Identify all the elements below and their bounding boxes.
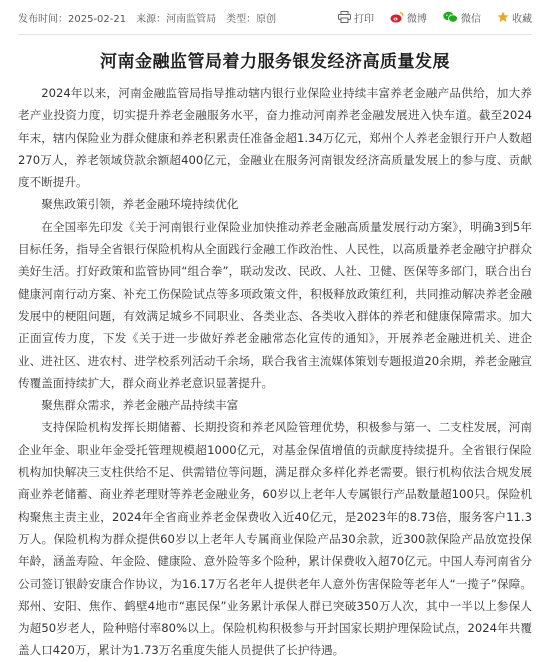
print-label: 打印 — [354, 13, 374, 25]
article-title: 河南金融监管局着力服务银发经济高质量发展 — [100, 52, 450, 72]
article-category — [226, 10, 276, 25]
article-meta — [18, 10, 276, 25]
wechat-share-button[interactable] — [443, 10, 481, 25]
publish-date-label: 发布时间： — [18, 13, 68, 25]
publish-date — [18, 10, 126, 25]
print-button[interactable] — [338, 10, 374, 25]
star-icon — [497, 11, 509, 23]
article-meta-bar — [18, 0, 532, 35]
weibo-label: 微博 — [407, 13, 427, 25]
source-value: 河南监管局 — [166, 13, 217, 25]
article-paragraph: 支持保险机构发挥长期储蓄、长期投资和养老风险管理优势，积极参与第一、二支柱发展，河南企业年金、职业年金受托管理规模超1000亿元，对基金保值增值的贡献度持续提升。全省银行保险机构加快解决三支柱供给不足、供需错位等问题，满足群众多样化养老需要。银行机构依法合规发展商业养老储蓄、商业养老理财等养老金融业务，60岁以上老年人专属银行产品数量超100只。保险机构聚焦主责主业，2024年全省商业养老金保费收入近40亿元，是2023年的8.73倍，服务客户11.3万人。保险机构为群众提供60岁以上老年人专属商业保险产品30余款，近300款保险产品放宽投保年龄，涵盖寿险、年金险、健康险、意外险等多个险种，累计保费收入超70亿元。中国人寿河南省分公司签订银龄安康合作协议，为16.17万名老年人提供老年人意外伤害保险等老年人“一揽子”保障。郑州、安阳、焦作、鹤壁4地市“惠民保”业务累计承保人群已突破350万人次，其中一半以上参保人为超50岁老人，险种赔付率80%以上。保险机构积极参与开封国家长期护理保险试点，2024年共覆盖人口420万，累计为1.73万名重度失能人员提供了长护待遇。 — [18, 420, 532, 658]
source-label: 来源： — [136, 13, 167, 25]
share-toolbar — [338, 10, 532, 25]
section-heading: 聚焦政策引领，养老金融环境持续优化 — [41, 197, 239, 212]
category-value: 原创 — [256, 13, 277, 25]
article-paragraph: 2024年以来，河南金融监管局指导推动辖内银行业保险业持续丰富养老金融产品供给，加大养老产业投资力度，切实提升养老金融服务水平，奋力推动河南养老金融发展进入快车道。截至2024年末，辖内保险业为群众健康和养老积累责任准备金超1.34万亿元，郑州个人养老金银行开户人数超270万人，养老领域贷款余额超400亿元，金融业在服务河南银发经济高质量发展上的参与度、贡献度不断提升。 — [18, 86, 532, 190]
article-body — [18, 82, 532, 662]
section-heading: 聚焦群众需求，养老金融产品持续丰富 — [41, 398, 239, 413]
article-paragraph: 在全国率先印发《关于河南银行业保险业加快推动养老金融高质量发展行动方案》，明确3到5年目标任务，指导全省银行保险机构从全面践行金融工作政治性、人民性，以高质量养老金融守护群众美好生活。打好政策和监管协同“组合拳”，联动发改、民政、人社、卫健、医保等多部门，联合出台健康河南行动方案、补充工伤保险试点等多项政策文件，积极释放政策红利，共同推动解决养老金融发展中的梗阻问题，有效满足城乡不同职业、各类业态、各类收入群体的养老和健康保障需求。加大正面宣传力度，下发《关于进一步做好养老金融常态化宣传的通知》，开展养老金融进机关、进企业、进社区、进农村、进学校系列活动千余场，联合我省主流媒体策划专题报道20余期，养老金融宣传覆盖面持续扩大，群众商业养老意识显著提升。 — [18, 219, 532, 390]
favorite-button[interactable] — [497, 10, 532, 25]
wechat-label: 微信 — [461, 13, 481, 25]
article-source — [136, 10, 216, 25]
publish-date-value: 2025-02-21 — [68, 13, 127, 25]
wechat-icon — [443, 11, 458, 23]
weibo-share-button[interactable] — [390, 10, 427, 25]
favorite-label: 收藏 — [512, 13, 532, 25]
weibo-icon — [390, 11, 404, 23]
printer-icon — [338, 11, 351, 23]
category-label: 类型： — [226, 13, 257, 25]
